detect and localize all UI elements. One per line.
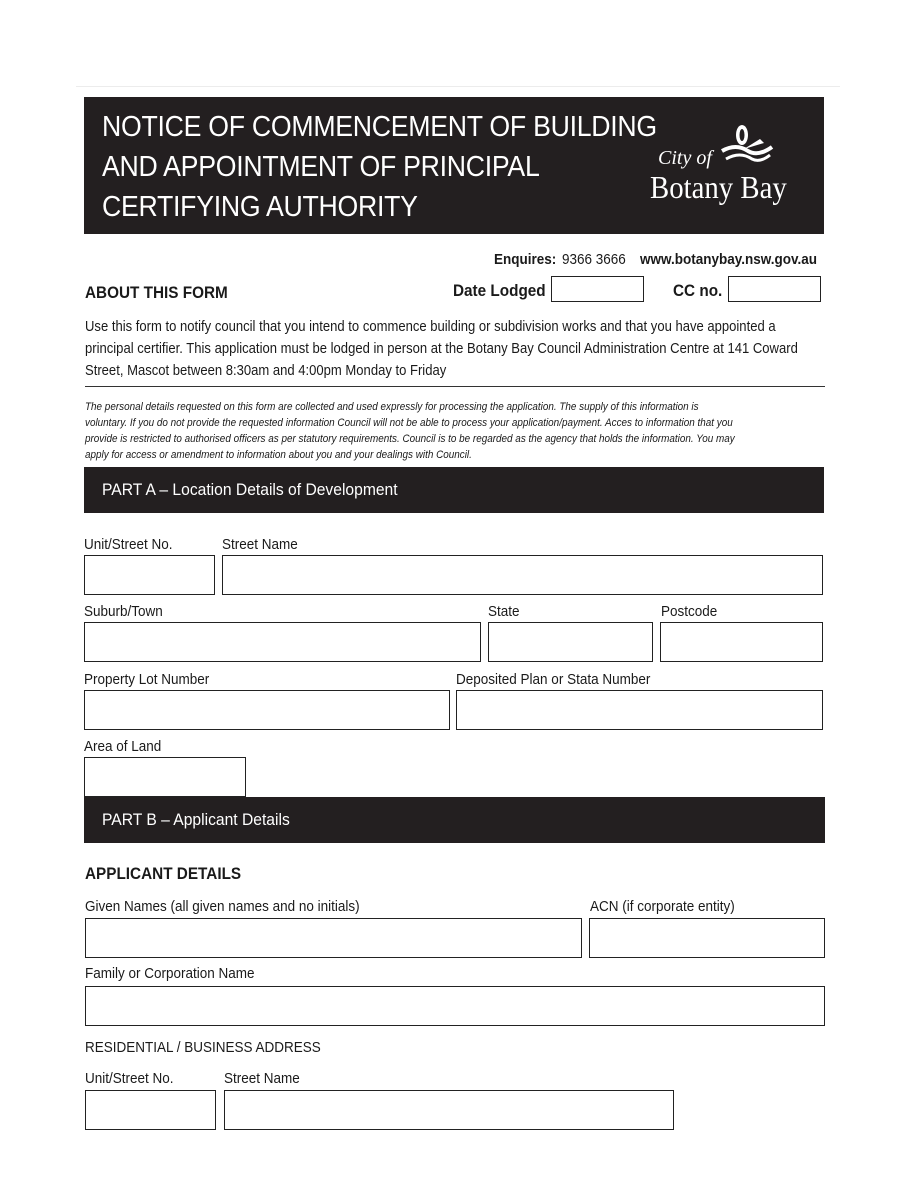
form-title-line: AND APPOINTMENT OF PRINCIPAL — [102, 151, 540, 183]
postcode-field[interactable] — [660, 622, 823, 662]
acn-label: ACN (if corporate entity) — [590, 898, 735, 915]
street-name-label: Street Name — [222, 536, 298, 553]
enquires-label: Enquires: — [494, 251, 557, 268]
privacy-line: The personal details requested on this form are collected and used expressly for processing the application. The supply of this information is — [85, 401, 699, 413]
location-street-field[interactable] — [222, 555, 823, 595]
applicant-unit-field[interactable] — [85, 1090, 216, 1130]
state-label: State — [488, 603, 520, 620]
form-title — [102, 107, 657, 227]
page-top-edge — [76, 86, 840, 87]
family-name-label: Family or Corporation Name — [85, 965, 255, 982]
about-line: principal certifier. This application must be lodged in person at the Botany Bay Council Administration Centre at 141 Coward — [85, 341, 798, 357]
about-line: Use this form to notify council that you intend to commence building or subdivision works and that you have appointed a — [85, 319, 776, 335]
logo-name-text: Botany Bay — [650, 169, 787, 205]
bay-emblem-icon — [714, 121, 774, 167]
privacy-line: voluntary. If you do not provide the requested information Council will not be able to process your application/payment. Acces to information that you — [85, 417, 733, 429]
part-b-title: PART B – Applicant Details — [102, 810, 290, 829]
part-a-header — [84, 467, 824, 513]
applicant-details-heading: APPLICANT DETAILS — [85, 864, 242, 883]
enquires-phone: 9366 3666 — [562, 251, 626, 268]
suburb-label: Suburb/Town — [84, 603, 163, 620]
cc-no-field[interactable] — [728, 276, 821, 302]
state-field[interactable] — [488, 622, 653, 662]
location-unit-field[interactable] — [84, 555, 215, 595]
form-title-line: CERTIFYING AUTHORITY — [102, 191, 418, 223]
about-heading: ABOUT THIS FORM — [85, 283, 228, 302]
acn-field[interactable] — [589, 918, 825, 958]
given-names-label: Given Names (all given names and no initials) — [85, 898, 360, 915]
applicant-unit-label: Unit/Street No. — [85, 1070, 174, 1087]
council-logo — [644, 117, 814, 217]
about-line: Street, Mascot between 8:30am and 4:00pm Monday to Friday — [85, 363, 447, 379]
logo-city-text: City of — [658, 147, 712, 169]
date-lodged-field[interactable] — [551, 276, 644, 302]
lot-number-field[interactable] — [84, 690, 450, 730]
deposited-plan-field[interactable] — [456, 690, 823, 730]
privacy-line: provide is restricted to authorised officers as per statutory requirements. Council is to be regarded as the agency that holds the information. You may — [85, 433, 735, 445]
given-names-field[interactable] — [85, 918, 582, 958]
family-name-field[interactable] — [85, 986, 825, 1026]
form-title-line: NOTICE OF COMMENCEMENT OF BUILDING — [102, 111, 657, 143]
area-of-land-label: Area of Land — [84, 738, 162, 755]
area-of-land-field[interactable] — [84, 757, 246, 797]
part-b-header — [84, 797, 825, 843]
suburb-field[interactable] — [84, 622, 481, 662]
date-lodged-label: Date Lodged — [453, 281, 546, 300]
privacy-notice — [85, 399, 823, 463]
deposited-plan-label: Deposited Plan or Stata Number — [456, 671, 651, 688]
title-banner — [84, 97, 824, 234]
website-link[interactable]: www.botanybay.nsw.gov.au — [640, 251, 818, 268]
about-paragraph — [85, 316, 805, 382]
postcode-label: Postcode — [661, 603, 718, 620]
lot-number-label: Property Lot Number — [84, 671, 210, 688]
applicant-street-label: Street Name — [224, 1070, 300, 1087]
address-heading: RESIDENTIAL / BUSINESS ADDRESS — [85, 1039, 321, 1056]
cc-no-label: CC no. — [673, 281, 723, 300]
privacy-line: apply for access or amendment to information about you and your dealings with Council. — [85, 449, 472, 461]
applicant-street-field[interactable] — [224, 1090, 674, 1130]
unit-street-no-label: Unit/Street No. — [84, 536, 173, 553]
divider — [85, 386, 825, 387]
part-a-title: PART A – Location Details of Development — [102, 480, 398, 499]
